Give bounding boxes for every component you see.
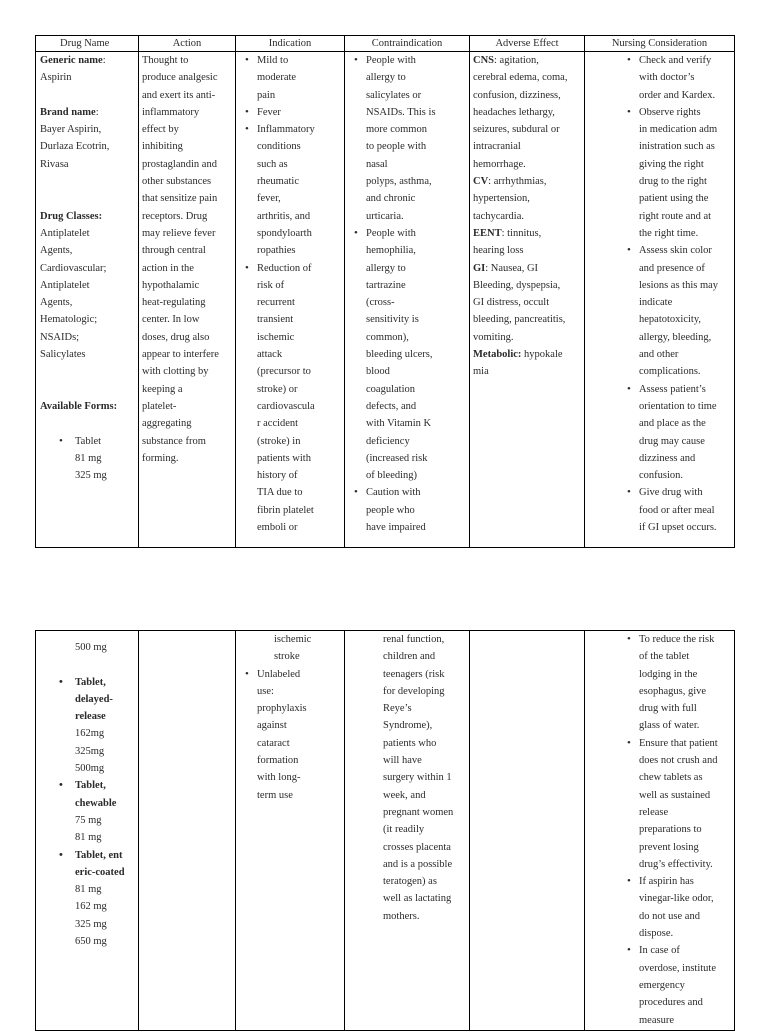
list-item <box>639 52 734 104</box>
list-item-line: polyps, asthma, <box>366 176 432 188</box>
class-line: Hematologic; <box>40 314 98 326</box>
list-item-line: with long- <box>257 772 301 784</box>
list-item-line: have impaired <box>366 522 426 534</box>
list-item <box>366 52 469 225</box>
form-label: release <box>75 711 106 723</box>
list-item-line: dizziness and <box>639 452 696 464</box>
text-line: week, and <box>383 789 426 801</box>
list-item-line: hepatotoxicity, <box>639 314 702 326</box>
list-item-line: • Check and verify <box>639 55 712 66</box>
drug-table-page-1 <box>35 35 735 548</box>
list-item-line: emboli or <box>257 522 298 534</box>
class-line: Cardiovascular; <box>40 262 107 274</box>
list-item-line: the right time. <box>639 227 699 239</box>
text-line: (it readily <box>383 824 425 836</box>
contraindication-cell <box>345 52 470 548</box>
list-item-line: NSAIDs. This is <box>366 106 436 118</box>
list-item-line: release <box>639 806 669 818</box>
class-line: NSAIDs; <box>40 331 80 343</box>
list-item-line: against <box>257 720 287 732</box>
table-row <box>36 631 735 1031</box>
adverse-line: tachycardia. <box>473 210 525 222</box>
eent-label: EENT <box>473 227 502 239</box>
list-item-line: risk of <box>257 279 285 291</box>
list-item-line: drug to the right <box>639 176 707 188</box>
action-cell <box>139 631 236 1031</box>
indication-list <box>236 52 344 536</box>
text-line: mothers. <box>383 910 420 922</box>
list-item <box>639 242 734 380</box>
list-item-line: prevent losing <box>639 841 699 853</box>
adverse-effect-cell <box>470 631 585 1031</box>
dose-line: 500mg <box>75 763 105 775</box>
list-item-line: allergy to <box>366 262 406 274</box>
text-line: children and <box>383 651 436 663</box>
list-item <box>639 484 734 536</box>
list-item-line: prophylaxis <box>257 703 307 715</box>
list-item <box>257 121 344 259</box>
table-row <box>36 52 735 548</box>
dose-line: 81 mg <box>75 452 102 464</box>
text-line: and is a possible <box>383 858 453 870</box>
text-line: hypothalamic <box>142 279 200 291</box>
adverse-line: bleeding, pancreatitis, <box>473 314 566 326</box>
list-item-line: deficiency <box>366 435 410 447</box>
list-item-line: drug may cause <box>639 435 705 447</box>
list-item <box>257 104 344 121</box>
dose-line: 162mg <box>75 728 105 740</box>
list-item <box>639 104 734 242</box>
text-line: stroke <box>274 651 300 663</box>
drug-classes-label: Drug Classes: <box>40 210 103 222</box>
class-line: Antiplatelet <box>40 227 90 239</box>
list-item-line: arthritis, and <box>257 210 311 222</box>
list-item-line: drug’s effectivity. <box>639 858 713 870</box>
metabolic-label: Metabolic: <box>473 349 522 361</box>
adverse-line: vomiting. <box>473 331 514 343</box>
list-item-line: people who <box>366 504 415 516</box>
list-item-line: (increased risk <box>366 452 428 464</box>
list-item-line: • If aspirin has <box>639 876 694 888</box>
text-line: doses, drug also <box>142 331 210 343</box>
list-item-line: • Assess patient’s <box>639 383 706 395</box>
list-item-line: and other <box>639 349 679 361</box>
dose-line: 81 mg <box>75 884 102 896</box>
adverse-line: : tinnitus, <box>501 227 542 239</box>
adverse-line: intracranial <box>473 141 521 153</box>
list-item-line: fibrin platelet <box>257 504 314 516</box>
gi-label: GI <box>473 262 486 274</box>
list-item-line: • People with <box>366 227 416 239</box>
adverse-line: seizures, subdural or <box>473 124 560 136</box>
list-item-line: right route and at <box>639 210 712 222</box>
dose-line: 81 mg <box>75 832 102 844</box>
indication-cell <box>236 631 345 1031</box>
class-line: Agents, <box>40 245 73 257</box>
list-item-line: • Mild to <box>257 55 289 66</box>
adverse-line: GI distress, occult <box>473 297 550 309</box>
list-item-line: more common <box>366 124 427 136</box>
text-line: crosses placenta <box>383 841 451 853</box>
contraindication-cell <box>345 631 470 1031</box>
list-item-line: with doctor’s <box>639 72 695 84</box>
header-indication: Indication <box>236 36 345 52</box>
brand-line: Durlaza Ecotrin, <box>40 141 110 153</box>
adverse-effect-cell <box>470 52 585 548</box>
list-item-line: sensitivity is <box>366 314 419 326</box>
text-line: receptors. Drug <box>142 210 208 222</box>
list-item-line: to people with <box>366 141 427 153</box>
text-line: pregnant women <box>383 806 454 818</box>
list-item-line: • Assess skin color <box>639 245 712 257</box>
text-line: and exert its anti- <box>142 89 216 101</box>
list-item <box>639 735 734 873</box>
page-break <box>0 551 768 631</box>
indication-cell <box>236 52 345 548</box>
list-item-line: lesions as this may <box>639 279 719 291</box>
text-line: will have <box>383 755 422 767</box>
text-line: forming. <box>142 452 179 464</box>
list-item-line: and presence of <box>639 262 705 274</box>
list-item-line: if GI upset occurs. <box>639 522 717 534</box>
list-item-line: • Reduction of <box>257 262 312 274</box>
adverse-line: hearing loss <box>473 245 524 257</box>
list-item <box>366 225 469 484</box>
header-contraindication: Contraindication <box>345 36 470 52</box>
list-item-line: (stroke) in <box>257 435 301 447</box>
text-line: Syndrome), <box>383 720 433 732</box>
adverse-line: headaches lethargy, <box>473 106 555 118</box>
adverse-line: cerebral edema, coma, <box>473 72 568 84</box>
text-line: surgery within 1 <box>383 772 452 784</box>
list-item-line: dispose. <box>639 928 674 940</box>
text-line: teenagers (risk <box>383 668 445 680</box>
list-item-line: chew tablets as <box>639 772 703 784</box>
text-line: through central <box>142 245 206 257</box>
text-line: Reye’s <box>383 703 412 715</box>
contraindication-list <box>345 52 469 536</box>
adverse-line: hypertension, <box>473 193 530 205</box>
list-item-line: confusion. <box>639 470 684 482</box>
text-line: may relieve fever <box>142 227 216 239</box>
text-line: inhibiting <box>142 141 183 153</box>
brand-line: Bayer Aspirin, <box>40 124 102 136</box>
text-line: well as lactating <box>383 893 452 905</box>
cns-label: CNS <box>473 55 495 66</box>
list-item-line: giving the right <box>639 158 704 170</box>
text-line: prostaglandin and <box>142 158 217 170</box>
list-item <box>639 942 734 1028</box>
brand-name-label: Brand name <box>40 106 96 118</box>
list-item <box>257 52 344 104</box>
text-line: inflammatory <box>142 106 200 118</box>
list-item-line: • Observe rights <box>639 106 701 118</box>
list-item-line: spondyloarth <box>257 227 312 239</box>
list-item-line: complications. <box>639 366 701 378</box>
text-line: appear to interfere <box>142 349 219 361</box>
text-line: platelet- <box>142 400 177 412</box>
list-item-line: common), <box>366 331 409 343</box>
nursing-list <box>585 52 734 536</box>
cv-label: CV <box>473 176 489 188</box>
list-item-line: hemophilia, <box>366 245 416 257</box>
list-item-line: • In case of <box>639 945 680 957</box>
dose-line: 500 mg <box>75 642 107 653</box>
list-item-line: stroke) or <box>257 383 298 395</box>
text-line: other substances <box>142 176 212 188</box>
text-line: ischemic <box>274 634 312 645</box>
list-item-line: patients with <box>257 452 311 464</box>
list-item-line: lodging in the <box>639 668 698 680</box>
class-line: Agents, <box>40 297 73 309</box>
form-label: chewable <box>75 797 117 809</box>
action-text <box>142 52 235 467</box>
dose-line: 162 mg <box>75 901 107 913</box>
list-item-line: with Vitamin K <box>366 418 432 430</box>
adverse-line: confusion, dizziness, <box>473 89 561 101</box>
dose-line: 325 mg <box>75 470 107 482</box>
nursing-consideration-cell <box>585 631 735 1031</box>
text-line: keeping a <box>142 383 183 395</box>
list-item <box>639 873 734 942</box>
adverse-line: : agitation, <box>494 55 539 66</box>
text-line: aggregating <box>142 418 192 430</box>
list-item-line: history of <box>257 470 298 482</box>
class-line: Salicylates <box>40 349 86 361</box>
text-line: heat-regulating <box>142 297 206 309</box>
table-header-row <box>36 36 735 52</box>
list-item-line: • Give drug with <box>639 487 703 499</box>
list-item-line: drug with full <box>639 703 697 715</box>
drug-name-cell <box>36 631 139 1031</box>
available-forms-label: Available Forms: <box>40 400 118 412</box>
list-item-line: order and Kardex. <box>639 89 716 101</box>
list-item-line: term use <box>257 789 293 801</box>
text-line: with clotting by <box>142 366 209 378</box>
text-line: substance from <box>142 435 206 447</box>
list-item-line: recurrent <box>257 297 295 309</box>
list-item-line: • Inflammatory <box>257 124 315 136</box>
list-item-line: orientation to time <box>639 400 717 412</box>
class-line: Antiplatelet <box>40 279 90 291</box>
list-item-line: inistration such as <box>639 141 715 153</box>
header-nursing-consideration: Nursing Consideration <box>585 36 735 52</box>
list-item-line: transient <box>257 314 294 326</box>
list-item-line: food or after meal <box>639 504 715 516</box>
list-item-line: of the tablet <box>639 651 690 663</box>
form-label: delayed- <box>75 693 113 705</box>
list-item-line: rheumatic <box>257 176 299 188</box>
action-cell <box>139 52 236 548</box>
adverse-line: Bleeding, dyspepsia, <box>473 279 561 291</box>
list-item-line: of bleeding) <box>366 470 418 482</box>
dose-line: 325mg <box>75 745 105 757</box>
list-item-line: (precursor to <box>257 366 311 378</box>
list-item-line: (cross- <box>366 297 395 309</box>
list-item-line: moderate <box>257 72 297 84</box>
list-item-line: indicate <box>639 297 673 309</box>
indication-continuation <box>236 631 344 666</box>
list-item-line: do not use and <box>639 910 700 922</box>
list-item-line: • People with <box>366 55 416 66</box>
header-action: Action <box>139 36 236 52</box>
text-line: teratogen) as <box>383 876 437 888</box>
list-item <box>366 484 469 536</box>
list-item-line: fever, <box>257 193 281 205</box>
list-item-line: • Fever <box>257 106 281 118</box>
list-item-line: ischemic <box>257 331 295 343</box>
form-label: • Tablet, <box>40 674 138 691</box>
list-item-line: in medication adm <box>639 124 718 136</box>
nursing-consideration-cell <box>585 52 735 548</box>
list-item-line: ropathies <box>257 245 296 257</box>
generic-name-value: Aspirin <box>40 72 72 84</box>
header-drug-name: Drug Name <box>36 36 139 52</box>
form-label: eric-coated <box>75 866 125 878</box>
list-item-line: tartrazine <box>366 279 406 291</box>
list-item-line: urticaria. <box>366 210 404 222</box>
list-item <box>639 381 734 485</box>
list-item-line: attack <box>257 349 283 361</box>
header-adverse-effect: Adverse Effect <box>470 36 585 52</box>
list-item-line: measure <box>639 1014 674 1026</box>
list-item-line: • Unlabeled <box>257 668 301 680</box>
list-item-line: cataract <box>257 737 290 749</box>
list-item-line: TIA due to <box>257 487 303 499</box>
dose-line: 325 mg <box>75 918 107 930</box>
drug-table-page-2 <box>35 630 735 1031</box>
indication-list <box>236 666 344 804</box>
list-item-line: patient using the <box>639 193 709 205</box>
list-item-line: procedures and <box>639 997 703 1009</box>
list-item-line: and chronic <box>366 193 416 205</box>
list-item-line: r accident <box>257 418 299 430</box>
adverse-line: hemorrhage. <box>473 158 526 170</box>
list-item-line: preparations to <box>639 824 702 836</box>
form-label: • Tablet, <box>40 777 138 794</box>
adverse-line: : Nausea, GI <box>485 262 539 274</box>
adverse-line: mia <box>473 366 489 378</box>
list-item-line: emergency <box>639 979 685 991</box>
list-item-line: nasal <box>366 158 388 170</box>
list-item-line: defects, and <box>366 400 417 412</box>
text-line: for developing <box>383 685 445 697</box>
list-item-line: • To reduce the risk <box>639 634 715 645</box>
form-label: • Tablet, ent <box>40 847 138 864</box>
text-line: action in the <box>142 262 194 274</box>
list-item <box>639 631 734 735</box>
text-line: that sensitize pain <box>142 193 218 205</box>
list-item-line: and place as the <box>639 418 706 430</box>
list-item-line: blood <box>366 366 390 378</box>
text-line: renal function, <box>383 634 445 645</box>
text-line: Thought to <box>142 55 189 66</box>
contraindication-continuation <box>345 631 469 925</box>
list-item-line: allergy, bleeding, <box>639 331 712 343</box>
adverse-line: : arrhythmias, <box>488 176 547 188</box>
nursing-list <box>585 631 734 1029</box>
list-item-line: salicylates or <box>366 89 422 101</box>
list-item-line: formation <box>257 755 299 767</box>
list-item-line: overdose, institute <box>639 962 716 974</box>
text-line: center. In low <box>142 314 200 326</box>
list-item-line: well as sustained <box>639 789 711 801</box>
dose-line: 650 mg <box>75 936 107 948</box>
list-item-line: pain <box>257 89 276 101</box>
list-item-line: • Caution with <box>366 487 421 499</box>
list-item <box>257 260 344 537</box>
brand-line: Rivasa <box>40 158 69 170</box>
list-item-line: cardiovascula <box>257 400 315 412</box>
text-line: patients who <box>383 737 437 749</box>
list-item-line: allergy to <box>366 72 406 84</box>
list-item-line: • Ensure that patient <box>639 737 718 749</box>
list-item-line: such as <box>257 158 288 170</box>
list-item-line: bleeding ulcers, <box>366 349 433 361</box>
list-item <box>257 666 344 804</box>
list-item-line: esophagus, give <box>639 685 707 697</box>
drug-name-cell: Generic name: Aspirin Brand name: Bayer Aspirin, Durlaza Ecotrin, Rivasa Drug Classes: Antiplatelet Agents, Cardiovascular; Antiplatelet Agents, Hematologic; NSAIDs; Salicylates Available Forms: • Tablet 81 mg 325 mg <box>36 52 139 548</box>
list-item-line: vinegar-like odor, <box>639 893 714 905</box>
dose-line: 75 mg <box>75 814 102 826</box>
list-item-line: use: <box>257 685 274 697</box>
text-line: produce analgesic <box>142 72 218 84</box>
form-tablet: • Tablet <box>40 433 138 450</box>
list-item-line: coagulation <box>366 383 415 395</box>
list-item-line: conditions <box>257 141 301 153</box>
adverse-line: hypokale <box>521 349 563 361</box>
list-item-line: does not crush and <box>639 755 718 767</box>
list-item-line: glass of water. <box>639 720 700 732</box>
generic-name-label: Generic name <box>40 55 103 66</box>
text-line: effect by <box>142 124 179 136</box>
